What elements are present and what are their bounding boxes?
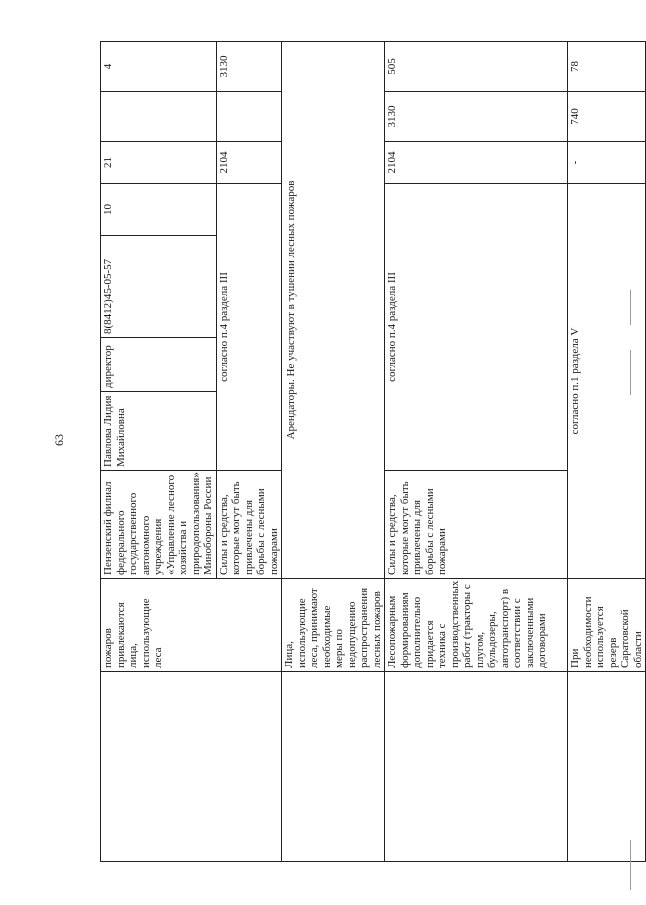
table-cell-count-1: 10 — [101, 184, 217, 236]
table-cell-description: Лесопожарным формированиям дополнительно придается техника с производственных работ (тракторы с плугом, бульдозеры, автотранспорт) в соответствии с заключенными договорами — [385, 579, 568, 672]
table-cell-description: При необходимости используется резерв Саратовской области — [568, 579, 646, 672]
table-row — [385, 42, 568, 862]
table-cell-organization: Пензенский филиал федерального государственного автономного учреждения «Управление лесного хозяйства и природопользования» Минобороны России — [101, 471, 217, 579]
table-cell-organization: Силы и средства, которые могут быть привлечены для борьбы с лесными пожарами — [385, 471, 568, 579]
table-cell-count-3: 505 — [385, 42, 568, 92]
table-cell-count-2: 21 — [101, 142, 217, 184]
table-cell-count-1: - — [568, 142, 646, 184]
scan-artifact — [630, 290, 631, 325]
table-cell-description: пожаров привлекаются лица, использующие леса — [101, 579, 282, 672]
table-cell-blank — [385, 672, 568, 862]
table-cell-reference: согласно п.4 раздела III — [385, 184, 568, 471]
table-cell-blank — [282, 672, 385, 862]
table-row — [568, 42, 646, 862]
page-number: 63 — [52, 434, 66, 446]
table-cell-count-2: 740 — [568, 92, 646, 142]
table-cell-empty — [216, 92, 282, 142]
table-cell-count-1: 2104 — [216, 142, 282, 184]
table-cell-count-3: 4 — [101, 42, 217, 92]
table-cell-blank — [101, 672, 282, 862]
table-cell-reference: согласно п.1 раздела V — [568, 184, 646, 579]
scan-artifact — [630, 840, 631, 890]
table-cell-organization: Силы и средства, которые могут быть привлечены для борьбы с лесными пожарами — [216, 471, 282, 579]
scan-artifact — [630, 350, 631, 395]
table-cell-count-1: 2104 — [385, 142, 568, 184]
table-row — [101, 42, 217, 862]
table-cell-description: Лица, использующие леса, принимают необходимые меры по недопущению распространения лесных пожаров — [282, 579, 385, 672]
table-cell-empty — [101, 92, 217, 142]
rotated-table-container — [100, 42, 644, 862]
table-cell-span-note: Арендаторы. Не участвуют в тушении лесных пожаров — [282, 42, 385, 579]
table-cell-reference: согласно п.4 раздела III — [216, 184, 282, 471]
table-row — [282, 42, 385, 862]
resources-table — [100, 41, 646, 862]
table-cell-count-2: 3130 — [216, 42, 282, 92]
table-cell-count-3: 78 — [568, 42, 646, 92]
table-cell-count-2: 3130 — [385, 92, 568, 142]
table-cell-blank — [568, 672, 646, 862]
table-cell-phone: 8(8412)45-05-57 — [101, 236, 217, 338]
table-cell-position: директор — [101, 338, 217, 392]
table-cell-person: Павлова Лидия Михайловна — [101, 392, 217, 471]
